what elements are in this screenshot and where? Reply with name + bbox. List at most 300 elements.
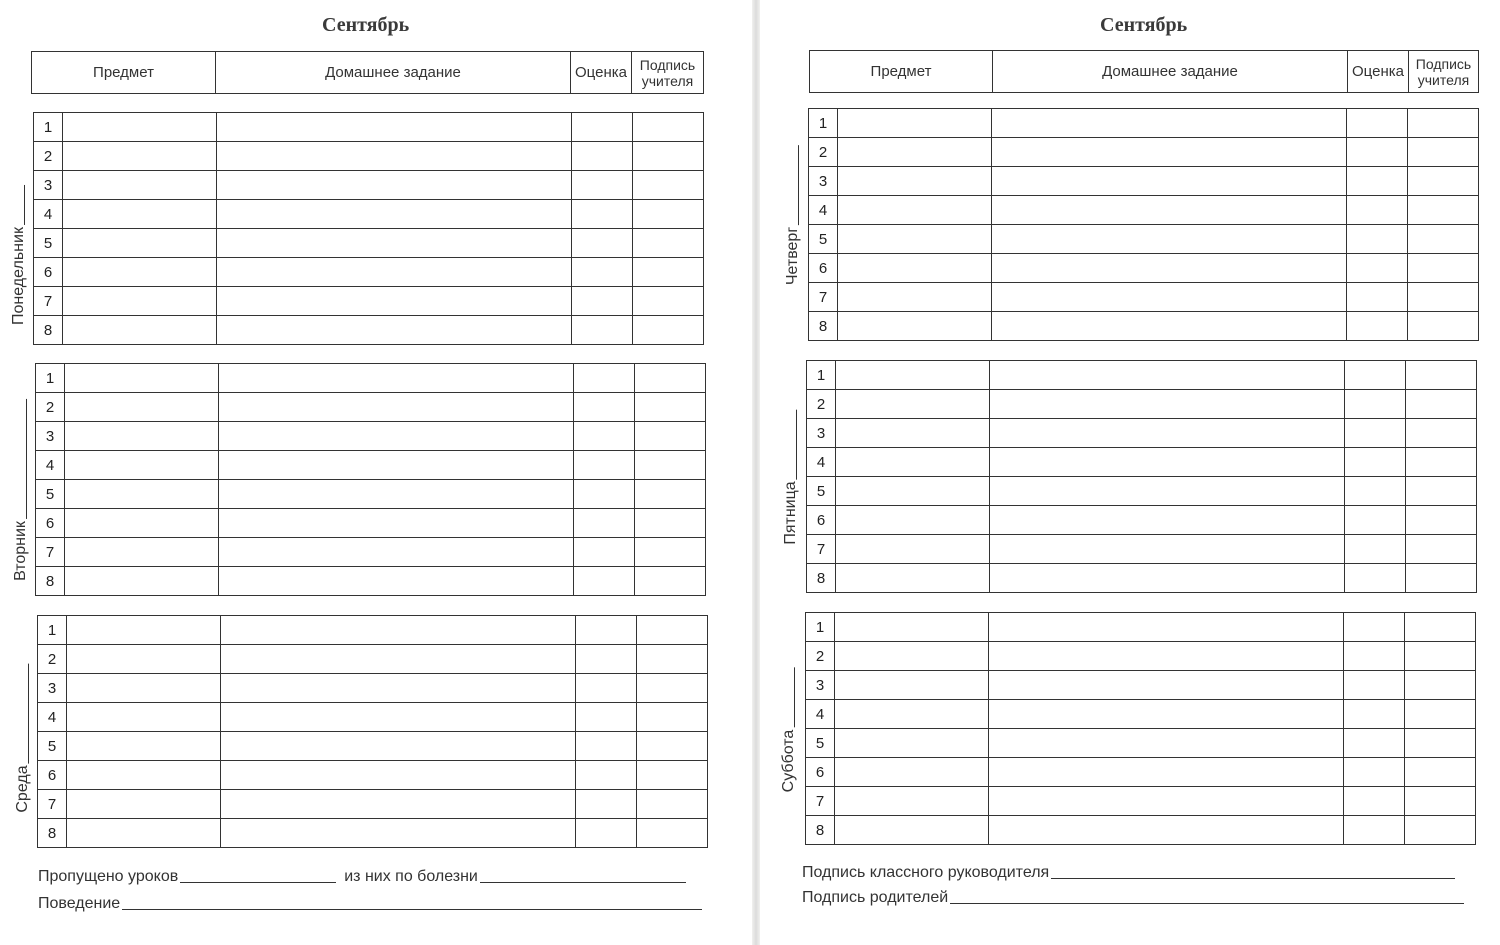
teacher-signature-cell[interactable] <box>637 761 708 790</box>
grade-cell[interactable] <box>1344 729 1405 758</box>
grade-cell[interactable] <box>574 567 635 596</box>
grade-cell[interactable] <box>1347 196 1408 225</box>
lesson-row <box>38 732 708 761</box>
lesson-row <box>36 364 706 393</box>
lesson-row <box>36 538 706 567</box>
subject-cell[interactable] <box>835 729 989 758</box>
homework-cell[interactable] <box>989 671 1344 700</box>
lesson-row <box>809 138 1479 167</box>
lesson-row <box>38 819 708 848</box>
subject-cell[interactable] <box>836 564 990 593</box>
subject-cell[interactable] <box>63 200 217 229</box>
homework-cell[interactable] <box>992 254 1347 283</box>
grade-cell[interactable] <box>574 422 635 451</box>
subject-cell[interactable] <box>65 480 219 509</box>
lesson-row <box>34 142 704 171</box>
lesson-row <box>36 480 706 509</box>
lesson-number: 5 <box>34 229 63 258</box>
teacher-signature-cell[interactable] <box>637 732 708 761</box>
homework-cell[interactable] <box>990 448 1345 477</box>
lesson-number: 8 <box>38 819 67 848</box>
lesson-number: 8 <box>809 312 838 341</box>
homework-cell[interactable] <box>989 700 1344 729</box>
lesson-number: 2 <box>34 142 63 171</box>
grade-cell[interactable] <box>1344 642 1405 671</box>
subject-cell[interactable] <box>63 113 217 142</box>
teacher-signature-cell[interactable] <box>1405 758 1476 787</box>
subject-cell[interactable] <box>63 229 217 258</box>
homework-cell[interactable] <box>990 535 1345 564</box>
lesson-row <box>38 703 708 732</box>
subject-cell[interactable] <box>838 225 992 254</box>
lesson-row <box>809 283 1479 312</box>
teacher-signature-cell[interactable] <box>1408 312 1479 341</box>
footer-class-teacher-signature: Подпись классного руководителя <box>802 864 1459 882</box>
lesson-row <box>38 645 708 674</box>
subject-cell[interactable] <box>67 703 221 732</box>
lesson-row <box>806 816 1476 845</box>
teacher-signature-cell[interactable] <box>1408 167 1479 196</box>
lesson-row <box>806 700 1476 729</box>
grade-cell[interactable] <box>574 364 635 393</box>
grade-cell[interactable] <box>1347 167 1408 196</box>
teacher-signature-cell[interactable] <box>633 142 704 171</box>
lesson-number: 1 <box>36 364 65 393</box>
homework-cell[interactable] <box>219 451 574 480</box>
teacher-signature-cell[interactable] <box>1408 109 1479 138</box>
grade-cell[interactable] <box>572 171 633 200</box>
homework-cell[interactable] <box>992 196 1347 225</box>
teacher-signature-cell[interactable] <box>637 616 708 645</box>
grade-cell[interactable] <box>576 732 637 761</box>
teacher-signature-cell[interactable] <box>633 258 704 287</box>
lesson-row <box>809 312 1479 341</box>
teacher-signature-cell[interactable] <box>637 674 708 703</box>
homework-cell[interactable] <box>217 171 572 200</box>
lesson-row <box>807 564 1477 593</box>
header-homework: Домашнее задание <box>993 51 1348 93</box>
header-subject: Предмет <box>32 52 216 94</box>
lesson-number: 1 <box>806 613 835 642</box>
grade-cell[interactable] <box>574 451 635 480</box>
teacher-signature-cell[interactable] <box>635 422 706 451</box>
teacher-signature-cell[interactable] <box>635 480 706 509</box>
teacher-signature-cell[interactable] <box>637 819 708 848</box>
homework-cell[interactable] <box>992 225 1347 254</box>
teacher-signature-cell[interactable] <box>633 287 704 316</box>
teacher-signature-cell[interactable] <box>633 229 704 258</box>
lesson-number: 1 <box>809 109 838 138</box>
lesson-row <box>34 287 704 316</box>
homework-cell[interactable] <box>990 390 1345 419</box>
lesson-row <box>807 535 1477 564</box>
lesson-number: 5 <box>809 225 838 254</box>
homework-cell[interactable] <box>221 616 576 645</box>
homework-cell[interactable] <box>989 613 1344 642</box>
grade-cell[interactable] <box>572 113 633 142</box>
teacher-signature-cell[interactable] <box>1408 283 1479 312</box>
lesson-number: 6 <box>36 509 65 538</box>
grade-cell[interactable] <box>576 645 637 674</box>
footer-behavior: Поведение <box>38 895 706 913</box>
lesson-row <box>36 422 706 451</box>
teacher-signature-cell[interactable] <box>635 451 706 480</box>
teacher-signature-cell[interactable] <box>1406 361 1477 390</box>
day-table-saturday <box>805 612 1476 845</box>
grade-cell[interactable] <box>572 287 633 316</box>
lesson-number: 5 <box>36 480 65 509</box>
header-grade: Оценка <box>571 52 632 94</box>
lesson-number: 2 <box>809 138 838 167</box>
header-homework: Домашнее задание <box>216 52 571 94</box>
grade-cell[interactable] <box>572 142 633 171</box>
homework-cell[interactable] <box>990 506 1345 535</box>
teacher-signature-cell[interactable] <box>1405 642 1476 671</box>
teacher-signature-cell[interactable] <box>1406 564 1477 593</box>
teacher-signature-cell[interactable] <box>1406 477 1477 506</box>
teacher-signature-cell[interactable] <box>1405 613 1476 642</box>
grade-cell[interactable] <box>1345 535 1406 564</box>
grade-cell[interactable] <box>1344 671 1405 700</box>
lesson-number: 3 <box>806 671 835 700</box>
grade-cell[interactable] <box>574 480 635 509</box>
subject-cell[interactable] <box>67 790 221 819</box>
subject-cell[interactable] <box>838 312 992 341</box>
grade-cell[interactable] <box>1347 283 1408 312</box>
lesson-number: 7 <box>38 790 67 819</box>
lesson-number: 6 <box>38 761 67 790</box>
lesson-row <box>806 642 1476 671</box>
homework-cell[interactable] <box>221 761 576 790</box>
homework-cell[interactable] <box>992 312 1347 341</box>
subject-cell[interactable] <box>65 364 219 393</box>
teacher-signature-cell[interactable] <box>635 538 706 567</box>
grade-cell[interactable] <box>1345 477 1406 506</box>
lesson-number: 7 <box>34 287 63 316</box>
subject-cell[interactable] <box>835 758 989 787</box>
teacher-signature-cell[interactable] <box>1406 506 1477 535</box>
grade-cell[interactable] <box>576 819 637 848</box>
lesson-row <box>36 509 706 538</box>
teacher-signature-cell[interactable] <box>1408 196 1479 225</box>
lesson-row <box>36 567 706 596</box>
lesson-number: 6 <box>34 258 63 287</box>
lesson-number: 7 <box>809 283 838 312</box>
lesson-row <box>807 419 1477 448</box>
lesson-row <box>807 506 1477 535</box>
teacher-signature-cell[interactable] <box>637 790 708 819</box>
teacher-signature-cell[interactable] <box>1406 419 1477 448</box>
lesson-number: 1 <box>34 113 63 142</box>
header-teacher-signature: Подпись учителя <box>1409 51 1479 93</box>
grade-cell[interactable] <box>1347 138 1408 167</box>
lesson-row <box>807 448 1477 477</box>
grade-cell[interactable] <box>1347 254 1408 283</box>
subject-cell[interactable] <box>835 642 989 671</box>
lesson-row <box>34 229 704 258</box>
grade-cell[interactable] <box>1344 758 1405 787</box>
teacher-signature-cell[interactable] <box>1405 700 1476 729</box>
lesson-number: 5 <box>38 732 67 761</box>
subject-cell[interactable] <box>63 142 217 171</box>
homework-cell[interactable] <box>219 364 574 393</box>
subject-cell[interactable] <box>63 258 217 287</box>
subject-cell[interactable] <box>67 645 221 674</box>
lesson-row <box>807 390 1477 419</box>
homework-cell[interactable] <box>992 283 1347 312</box>
lesson-number: 4 <box>34 200 63 229</box>
subject-cell[interactable] <box>67 616 221 645</box>
lesson-row <box>34 171 704 200</box>
book-gutter <box>752 0 760 945</box>
lesson-number: 8 <box>36 567 65 596</box>
subject-cell[interactable] <box>836 448 990 477</box>
teacher-signature-cell[interactable] <box>635 567 706 596</box>
homework-cell[interactable] <box>990 361 1345 390</box>
subject-cell[interactable] <box>835 671 989 700</box>
grade-cell[interactable] <box>576 790 637 819</box>
teacher-signature-cell[interactable] <box>1406 448 1477 477</box>
lesson-number: 1 <box>807 361 836 390</box>
homework-cell[interactable] <box>221 703 576 732</box>
day-table-friday <box>806 360 1477 593</box>
teacher-signature-cell[interactable] <box>635 393 706 422</box>
teacher-signature-cell[interactable] <box>1406 535 1477 564</box>
homework-cell[interactable] <box>221 819 576 848</box>
subject-cell[interactable] <box>835 613 989 642</box>
subject-cell[interactable] <box>836 390 990 419</box>
lesson-row <box>34 316 704 345</box>
teacher-signature-cell[interactable] <box>633 200 704 229</box>
lesson-number: 3 <box>807 419 836 448</box>
homework-cell[interactable] <box>992 138 1347 167</box>
lesson-row <box>38 790 708 819</box>
lesson-number: 8 <box>807 564 836 593</box>
lesson-row <box>38 616 708 645</box>
lesson-row <box>806 613 1476 642</box>
subject-cell[interactable] <box>835 700 989 729</box>
subject-cell[interactable] <box>67 674 221 703</box>
homework-cell[interactable] <box>219 422 574 451</box>
teacher-signature-cell[interactable] <box>1408 254 1479 283</box>
month-title-right: Сентябрь <box>1100 14 1188 36</box>
lesson-number: 6 <box>806 758 835 787</box>
grade-cell[interactable] <box>572 200 633 229</box>
column-header-right <box>809 50 1479 93</box>
lesson-row <box>806 787 1476 816</box>
homework-cell[interactable] <box>217 258 572 287</box>
homework-cell[interactable] <box>989 642 1344 671</box>
subject-cell[interactable] <box>63 171 217 200</box>
subject-cell[interactable] <box>836 361 990 390</box>
subject-cell[interactable] <box>838 254 992 283</box>
homework-cell[interactable] <box>217 200 572 229</box>
subject-cell[interactable] <box>838 196 992 225</box>
teacher-signature-cell[interactable] <box>635 364 706 393</box>
subject-cell[interactable] <box>67 819 221 848</box>
homework-cell[interactable] <box>217 229 572 258</box>
homework-cell[interactable] <box>990 477 1345 506</box>
grade-cell[interactable] <box>1345 361 1406 390</box>
homework-cell[interactable] <box>217 316 572 345</box>
subject-cell[interactable] <box>63 287 217 316</box>
lesson-row <box>807 361 1477 390</box>
grade-cell[interactable] <box>576 761 637 790</box>
lesson-number: 3 <box>36 422 65 451</box>
footer-missed-lessons: Пропущено уроков из них по болезни <box>38 868 690 886</box>
grade-cell[interactable] <box>574 538 635 567</box>
lesson-row <box>809 254 1479 283</box>
homework-cell[interactable] <box>219 480 574 509</box>
lesson-row <box>806 729 1476 758</box>
teacher-signature-cell[interactable] <box>1405 816 1476 845</box>
teacher-signature-cell[interactable] <box>633 113 704 142</box>
lesson-row <box>809 167 1479 196</box>
month-title-left: Сентябрь <box>322 14 410 36</box>
grade-cell[interactable] <box>1344 816 1405 845</box>
subject-cell[interactable] <box>65 393 219 422</box>
lesson-row <box>34 200 704 229</box>
subject-cell[interactable] <box>67 732 221 761</box>
subject-cell[interactable] <box>65 422 219 451</box>
homework-cell[interactable] <box>992 167 1347 196</box>
grade-cell[interactable] <box>572 316 633 345</box>
column-header-left <box>31 51 704 94</box>
lesson-row <box>807 477 1477 506</box>
homework-cell[interactable] <box>989 787 1344 816</box>
grade-cell[interactable] <box>1345 448 1406 477</box>
grade-cell[interactable] <box>1344 787 1405 816</box>
lesson-row <box>38 761 708 790</box>
subject-cell[interactable] <box>836 419 990 448</box>
grade-cell[interactable] <box>574 393 635 422</box>
homework-cell[interactable] <box>219 567 574 596</box>
homework-cell[interactable] <box>992 109 1347 138</box>
teacher-signature-cell[interactable] <box>1406 390 1477 419</box>
subject-cell[interactable] <box>838 138 992 167</box>
subject-cell[interactable] <box>63 316 217 345</box>
day-table-wednesday <box>37 615 708 848</box>
homework-cell[interactable] <box>219 393 574 422</box>
subject-cell[interactable] <box>838 167 992 196</box>
lesson-row <box>809 225 1479 254</box>
grade-cell[interactable] <box>1347 312 1408 341</box>
lesson-row <box>36 393 706 422</box>
homework-cell[interactable] <box>219 509 574 538</box>
lesson-row <box>36 451 706 480</box>
homework-cell[interactable] <box>989 816 1344 845</box>
lesson-number: 2 <box>36 393 65 422</box>
grade-cell[interactable] <box>576 674 637 703</box>
lesson-number: 4 <box>809 196 838 225</box>
grade-cell[interactable] <box>572 258 633 287</box>
subject-cell[interactable] <box>836 506 990 535</box>
lesson-row <box>809 109 1479 138</box>
grade-cell[interactable] <box>576 616 637 645</box>
teacher-signature-cell[interactable] <box>1408 138 1479 167</box>
lesson-row <box>809 196 1479 225</box>
grade-cell[interactable] <box>1345 390 1406 419</box>
grade-cell[interactable] <box>572 229 633 258</box>
homework-cell[interactable] <box>221 732 576 761</box>
subject-cell[interactable] <box>65 451 219 480</box>
teacher-signature-cell[interactable] <box>1405 787 1476 816</box>
teacher-signature-cell[interactable] <box>635 509 706 538</box>
homework-cell[interactable] <box>221 645 576 674</box>
lesson-number: 5 <box>807 477 836 506</box>
grade-cell[interactable] <box>1344 613 1405 642</box>
subject-cell[interactable] <box>65 509 219 538</box>
subject-cell[interactable] <box>835 816 989 845</box>
grade-cell[interactable] <box>574 509 635 538</box>
lesson-row <box>34 258 704 287</box>
homework-cell[interactable] <box>990 419 1345 448</box>
homework-cell[interactable] <box>221 790 576 819</box>
grade-cell[interactable] <box>1347 225 1408 254</box>
day-table-tuesday <box>35 363 706 596</box>
grade-cell[interactable] <box>1345 419 1406 448</box>
lesson-number: 3 <box>809 167 838 196</box>
teacher-signature-cell[interactable] <box>1405 671 1476 700</box>
header-grade: Оценка <box>1348 51 1409 93</box>
subject-cell[interactable] <box>67 761 221 790</box>
subject-cell[interactable] <box>838 109 992 138</box>
lesson-number: 6 <box>809 254 838 283</box>
lesson-row <box>806 671 1476 700</box>
homework-cell[interactable] <box>221 674 576 703</box>
subject-cell[interactable] <box>838 283 992 312</box>
grade-cell[interactable] <box>1347 109 1408 138</box>
grade-cell[interactable] <box>1344 700 1405 729</box>
homework-cell[interactable] <box>219 538 574 567</box>
teacher-signature-cell[interactable] <box>1405 729 1476 758</box>
homework-cell[interactable] <box>989 729 1344 758</box>
lesson-number: 7 <box>806 787 835 816</box>
lesson-number: 8 <box>806 816 835 845</box>
homework-cell[interactable] <box>217 142 572 171</box>
teacher-signature-cell[interactable] <box>637 703 708 732</box>
lesson-number: 5 <box>806 729 835 758</box>
teacher-signature-cell[interactable] <box>637 645 708 674</box>
homework-cell[interactable] <box>217 113 572 142</box>
lesson-number: 4 <box>807 448 836 477</box>
day-table-monday <box>33 112 704 345</box>
lesson-number: 7 <box>36 538 65 567</box>
subject-cell[interactable] <box>835 787 989 816</box>
teacher-signature-cell[interactable] <box>633 316 704 345</box>
lesson-row <box>806 758 1476 787</box>
subject-cell[interactable] <box>65 567 219 596</box>
lesson-row <box>34 113 704 142</box>
grade-cell[interactable] <box>1345 564 1406 593</box>
header-subject: Предмет <box>810 51 993 93</box>
footer-parents-signature: Подпись родителей <box>802 889 1468 907</box>
subject-cell[interactable] <box>836 535 990 564</box>
homework-cell[interactable] <box>989 758 1344 787</box>
teacher-signature-cell[interactable] <box>633 171 704 200</box>
lesson-number: 2 <box>806 642 835 671</box>
lesson-number: 4 <box>36 451 65 480</box>
lesson-number: 2 <box>38 645 67 674</box>
subject-cell[interactable] <box>65 538 219 567</box>
grade-cell[interactable] <box>1345 506 1406 535</box>
homework-cell[interactable] <box>990 564 1345 593</box>
grade-cell[interactable] <box>576 703 637 732</box>
subject-cell[interactable] <box>836 477 990 506</box>
teacher-signature-cell[interactable] <box>1408 225 1479 254</box>
lesson-number: 3 <box>38 674 67 703</box>
homework-cell[interactable] <box>217 287 572 316</box>
